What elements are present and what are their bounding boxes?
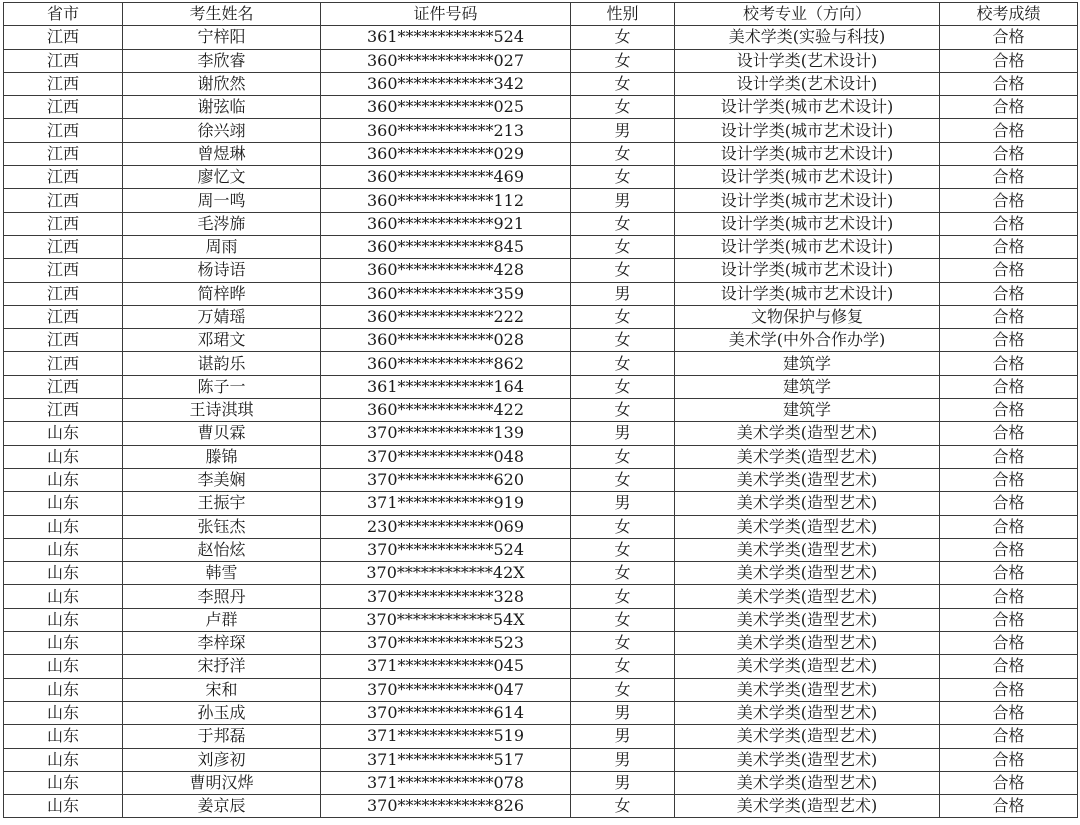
name-cell: 徐兴翊 (123, 119, 321, 142)
province-cell: 江西 (4, 329, 123, 352)
gender-cell: 女 (571, 212, 675, 235)
result-cell: 合格 (940, 305, 1078, 328)
gender-cell: 女 (571, 305, 675, 328)
result-cell: 合格 (940, 538, 1078, 561)
province-cell: 山东 (4, 562, 123, 585)
major-cell: 美术学类(造型艺术) (675, 468, 940, 491)
province-cell: 江西 (4, 235, 123, 258)
id-cell: 371************517 (321, 748, 571, 771)
name-cell: 曾煜琳 (123, 142, 321, 165)
province-cell: 山东 (4, 748, 123, 771)
province-cell: 江西 (4, 259, 123, 282)
name-cell: 李照丹 (123, 585, 321, 608)
result-cell: 合格 (940, 72, 1078, 95)
id-cell: 360************029 (321, 142, 571, 165)
gender-cell: 女 (571, 608, 675, 631)
gender-cell: 男 (571, 701, 675, 724)
province-cell: 江西 (4, 49, 123, 72)
gender-cell: 女 (571, 49, 675, 72)
major-cell: 美术学(中外合作办学) (675, 329, 940, 352)
gender-cell: 男 (571, 725, 675, 748)
major-cell: 美术学类(造型艺术) (675, 678, 940, 701)
name-cell: 毛涔旆 (123, 212, 321, 235)
province-cell: 山东 (4, 585, 123, 608)
major-cell: 设计学类(城市艺术设计) (675, 212, 940, 235)
name-cell: 谢弦临 (123, 96, 321, 119)
name-cell: 孙玉成 (123, 701, 321, 724)
province-cell: 江西 (4, 282, 123, 305)
name-cell: 王诗淇琪 (123, 399, 321, 422)
major-cell: 设计学类(城市艺术设计) (675, 166, 940, 189)
gender-cell: 女 (571, 515, 675, 538)
name-cell: 李美娴 (123, 468, 321, 491)
gender-cell: 男 (571, 771, 675, 794)
gender-cell: 女 (571, 96, 675, 119)
major-cell: 美术学类(造型艺术) (675, 422, 940, 445)
province-cell: 江西 (4, 352, 123, 375)
name-cell: 宁梓阳 (123, 26, 321, 49)
province-cell: 江西 (4, 399, 123, 422)
table-row (4, 282, 1078, 305)
header-candidate-name: 考生姓名 (123, 3, 321, 26)
table-row (4, 725, 1078, 748)
result-cell: 合格 (940, 632, 1078, 655)
name-cell: 万婧瑶 (123, 305, 321, 328)
result-cell: 合格 (940, 492, 1078, 515)
result-cell: 合格 (940, 399, 1078, 422)
name-cell: 曹明汉烨 (123, 771, 321, 794)
major-cell: 美术学类(造型艺术) (675, 562, 940, 585)
result-cell: 合格 (940, 701, 1078, 724)
province-cell: 山东 (4, 725, 123, 748)
name-cell: 刘彦初 (123, 748, 321, 771)
table-row (4, 468, 1078, 491)
name-cell: 张钰杰 (123, 515, 321, 538)
result-cell: 合格 (940, 562, 1078, 585)
gender-cell: 女 (571, 795, 675, 818)
table-row (4, 259, 1078, 282)
id-cell: 360************112 (321, 189, 571, 212)
major-cell: 美术学类(造型艺术) (675, 632, 940, 655)
result-cell: 合格 (940, 282, 1078, 305)
result-cell: 合格 (940, 235, 1078, 258)
name-cell: 杨诗语 (123, 259, 321, 282)
major-cell: 美术学类(造型艺术) (675, 585, 940, 608)
result-cell: 合格 (940, 678, 1078, 701)
id-cell: 360************921 (321, 212, 571, 235)
name-cell: 宋抒洋 (123, 655, 321, 678)
header-province: 省市 (4, 3, 123, 26)
major-cell: 设计学类(城市艺术设计) (675, 96, 940, 119)
id-cell: 360************428 (321, 259, 571, 282)
gender-cell: 女 (571, 352, 675, 375)
major-cell: 建筑学 (675, 399, 940, 422)
result-cell: 合格 (940, 608, 1078, 631)
result-cell: 合格 (940, 445, 1078, 468)
id-cell: 371************919 (321, 492, 571, 515)
name-cell: 邓珺文 (123, 329, 321, 352)
table-row (4, 72, 1078, 95)
id-cell: 370************42X (321, 562, 571, 585)
exam-results-table (3, 2, 1078, 818)
id-cell: 370************54X (321, 608, 571, 631)
id-cell: 370************524 (321, 538, 571, 561)
gender-cell: 女 (571, 562, 675, 585)
name-cell: 王振宇 (123, 492, 321, 515)
gender-cell: 男 (571, 189, 675, 212)
major-cell: 美术学类(造型艺术) (675, 725, 940, 748)
table-row (4, 585, 1078, 608)
province-cell: 江西 (4, 72, 123, 95)
id-cell: 360************025 (321, 96, 571, 119)
table-row (4, 678, 1078, 701)
table-row (4, 655, 1078, 678)
province-cell: 山东 (4, 771, 123, 794)
gender-cell: 女 (571, 399, 675, 422)
header-row (4, 3, 1078, 26)
province-cell: 山东 (4, 492, 123, 515)
gender-cell: 女 (571, 445, 675, 468)
province-cell: 山东 (4, 701, 123, 724)
id-cell: 360************213 (321, 119, 571, 142)
table-row (4, 375, 1078, 398)
table-row (4, 608, 1078, 631)
major-cell: 设计学类(城市艺术设计) (675, 282, 940, 305)
name-cell: 赵怡炫 (123, 538, 321, 561)
result-cell: 合格 (940, 725, 1078, 748)
name-cell: 姜京辰 (123, 795, 321, 818)
result-cell: 合格 (940, 352, 1078, 375)
header-gender: 性别 (571, 3, 675, 26)
name-cell: 谌韵乐 (123, 352, 321, 375)
table-row (4, 538, 1078, 561)
result-cell: 合格 (940, 189, 1078, 212)
major-cell: 设计学类(艺术设计) (675, 72, 940, 95)
gender-cell: 女 (571, 632, 675, 655)
province-cell: 江西 (4, 26, 123, 49)
id-cell: 371************045 (321, 655, 571, 678)
id-cell: 360************422 (321, 399, 571, 422)
result-cell: 合格 (940, 795, 1078, 818)
province-cell: 山东 (4, 422, 123, 445)
province-cell: 山东 (4, 608, 123, 631)
table-row (4, 515, 1078, 538)
table-row (4, 26, 1078, 49)
table-row (4, 235, 1078, 258)
id-cell: 370************048 (321, 445, 571, 468)
id-cell: 370************328 (321, 585, 571, 608)
gender-cell: 男 (571, 119, 675, 142)
major-cell: 设计学类(城市艺术设计) (675, 259, 940, 282)
id-cell: 371************078 (321, 771, 571, 794)
province-cell: 江西 (4, 305, 123, 328)
result-cell: 合格 (940, 212, 1078, 235)
major-cell: 设计学类(艺术设计) (675, 49, 940, 72)
header-id-number: 证件号码 (321, 3, 571, 26)
result-cell: 合格 (940, 585, 1078, 608)
name-cell: 周一鸣 (123, 189, 321, 212)
gender-cell: 男 (571, 748, 675, 771)
id-cell: 371************519 (321, 725, 571, 748)
province-cell: 江西 (4, 142, 123, 165)
major-cell: 美术学类(造型艺术) (675, 608, 940, 631)
major-cell: 文物保护与修复 (675, 305, 940, 328)
major-cell: 美术学类(实验与科技) (675, 26, 940, 49)
province-cell: 江西 (4, 119, 123, 142)
result-cell: 合格 (940, 166, 1078, 189)
id-cell: 361************524 (321, 26, 571, 49)
major-cell: 美术学类(造型艺术) (675, 795, 940, 818)
table-row (4, 352, 1078, 375)
table-row (4, 142, 1078, 165)
name-cell: 滕锦 (123, 445, 321, 468)
name-cell: 李欣睿 (123, 49, 321, 72)
table-row (4, 492, 1078, 515)
major-cell: 设计学类(城市艺术设计) (675, 119, 940, 142)
table-row (4, 701, 1078, 724)
id-cell: 360************342 (321, 72, 571, 95)
id-cell: 370************523 (321, 632, 571, 655)
table-row (4, 445, 1078, 468)
province-cell: 山东 (4, 795, 123, 818)
id-cell: 360************845 (321, 235, 571, 258)
major-cell: 美术学类(造型艺术) (675, 445, 940, 468)
province-cell: 山东 (4, 515, 123, 538)
table-row (4, 771, 1078, 794)
table-header (4, 3, 1078, 26)
table-body (4, 26, 1078, 818)
result-cell: 合格 (940, 142, 1078, 165)
id-cell: 230************069 (321, 515, 571, 538)
province-cell: 山东 (4, 538, 123, 561)
major-cell: 美术学类(造型艺术) (675, 655, 940, 678)
table-row (4, 422, 1078, 445)
province-cell: 山东 (4, 468, 123, 491)
table-row (4, 49, 1078, 72)
table-row (4, 212, 1078, 235)
table-row (4, 632, 1078, 655)
major-cell: 设计学类(城市艺术设计) (675, 189, 940, 212)
table-row (4, 96, 1078, 119)
id-cell: 360************222 (321, 305, 571, 328)
gender-cell: 男 (571, 282, 675, 305)
major-cell: 设计学类(城市艺术设计) (675, 235, 940, 258)
result-cell: 合格 (940, 515, 1078, 538)
name-cell: 曹贝霖 (123, 422, 321, 445)
major-cell: 设计学类(城市艺术设计) (675, 142, 940, 165)
major-cell: 建筑学 (675, 375, 940, 398)
major-cell: 建筑学 (675, 352, 940, 375)
result-cell: 合格 (940, 468, 1078, 491)
name-cell: 宋和 (123, 678, 321, 701)
province-cell: 江西 (4, 166, 123, 189)
gender-cell: 女 (571, 585, 675, 608)
major-cell: 美术学类(造型艺术) (675, 771, 940, 794)
province-cell: 山东 (4, 445, 123, 468)
province-cell: 山东 (4, 655, 123, 678)
major-cell: 美术学类(造型艺术) (675, 492, 940, 515)
id-cell: 370************826 (321, 795, 571, 818)
table-row (4, 399, 1078, 422)
id-cell: 361************164 (321, 375, 571, 398)
province-cell: 江西 (4, 375, 123, 398)
province-cell: 江西 (4, 96, 123, 119)
id-cell: 360************469 (321, 166, 571, 189)
province-cell: 江西 (4, 189, 123, 212)
name-cell: 陈子一 (123, 375, 321, 398)
gender-cell: 女 (571, 655, 675, 678)
gender-cell: 女 (571, 259, 675, 282)
name-cell: 廖忆文 (123, 166, 321, 189)
table-row (4, 329, 1078, 352)
province-cell: 山东 (4, 632, 123, 655)
id-cell: 370************614 (321, 701, 571, 724)
name-cell: 简梓晔 (123, 282, 321, 305)
result-cell: 合格 (940, 771, 1078, 794)
province-cell: 江西 (4, 212, 123, 235)
header-result: 校考成绩 (940, 3, 1078, 26)
gender-cell: 女 (571, 142, 675, 165)
result-cell: 合格 (940, 655, 1078, 678)
id-cell: 360************028 (321, 329, 571, 352)
table-row (4, 166, 1078, 189)
gender-cell: 女 (571, 235, 675, 258)
province-cell: 山东 (4, 678, 123, 701)
id-cell: 360************359 (321, 282, 571, 305)
gender-cell: 女 (571, 166, 675, 189)
table-row (4, 795, 1078, 818)
table-row (4, 562, 1078, 585)
table-row (4, 189, 1078, 212)
id-cell: 370************620 (321, 468, 571, 491)
gender-cell: 男 (571, 422, 675, 445)
gender-cell: 女 (571, 26, 675, 49)
gender-cell: 女 (571, 329, 675, 352)
name-cell: 于邦磊 (123, 725, 321, 748)
result-cell: 合格 (940, 119, 1078, 142)
result-cell: 合格 (940, 375, 1078, 398)
gender-cell: 女 (571, 538, 675, 561)
gender-cell: 女 (571, 678, 675, 701)
result-cell: 合格 (940, 96, 1078, 119)
table-row (4, 748, 1078, 771)
result-cell: 合格 (940, 26, 1078, 49)
major-cell: 美术学类(造型艺术) (675, 748, 940, 771)
name-cell: 卢群 (123, 608, 321, 631)
name-cell: 韩雪 (123, 562, 321, 585)
result-cell: 合格 (940, 49, 1078, 72)
name-cell: 谢欣然 (123, 72, 321, 95)
name-cell: 周雨 (123, 235, 321, 258)
result-cell: 合格 (940, 329, 1078, 352)
id-cell: 370************047 (321, 678, 571, 701)
id-cell: 360************027 (321, 49, 571, 72)
gender-cell: 女 (571, 468, 675, 491)
name-cell: 李梓琛 (123, 632, 321, 655)
result-cell: 合格 (940, 422, 1078, 445)
gender-cell: 女 (571, 72, 675, 95)
gender-cell: 男 (571, 492, 675, 515)
major-cell: 美术学类(造型艺术) (675, 701, 940, 724)
header-major: 校考专业（方向） (675, 3, 940, 26)
id-cell: 360************862 (321, 352, 571, 375)
table-row (4, 305, 1078, 328)
id-cell: 370************139 (321, 422, 571, 445)
result-cell: 合格 (940, 259, 1078, 282)
result-cell: 合格 (940, 748, 1078, 771)
table-row (4, 119, 1078, 142)
major-cell: 美术学类(造型艺术) (675, 515, 940, 538)
major-cell: 美术学类(造型艺术) (675, 538, 940, 561)
gender-cell: 女 (571, 375, 675, 398)
